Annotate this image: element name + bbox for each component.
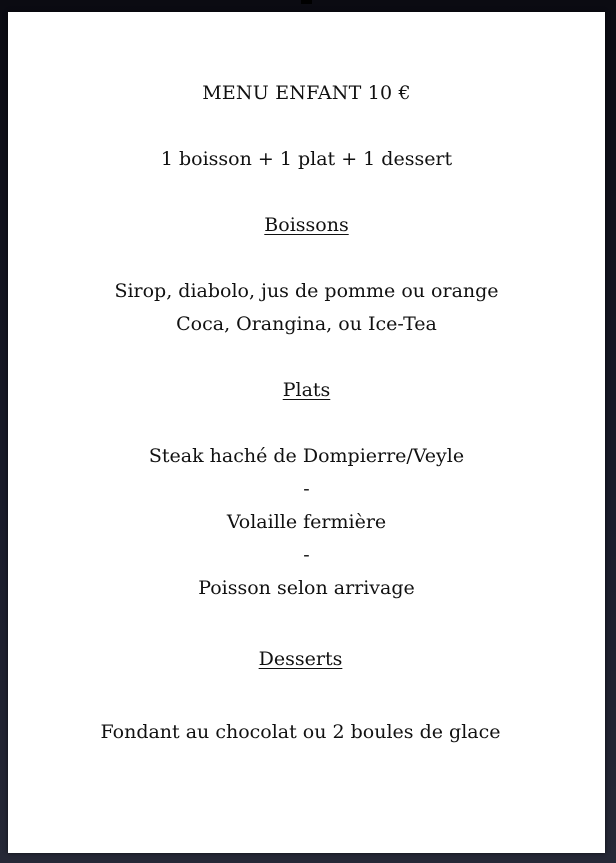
plats-item: Volaille fermière — [226, 511, 387, 533]
section-heading-desserts: Desserts — [258, 648, 343, 670]
menu-page — [8, 12, 605, 853]
section-heading-plats: Plats — [282, 379, 331, 401]
boissons-item: Coca, Orangina, ou Ice-Tea — [176, 313, 437, 335]
plats-separator: - — [303, 478, 310, 500]
top-notch — [301, 0, 312, 4]
section-heading-boissons: Boissons — [264, 214, 349, 236]
menu-title: MENU ENFANT 10 € — [202, 82, 411, 104]
menu-formula: 1 boisson + 1 plat + 1 dessert — [160, 148, 453, 170]
plats-item: Steak haché de Dompierre/Veyle — [148, 445, 465, 467]
plats-separator: - — [303, 544, 310, 566]
boissons-item: Sirop, diabolo, jus de pomme ou orange — [114, 280, 499, 302]
plats-item: Poisson selon arrivage — [198, 577, 415, 599]
desserts-item: Fondant au chocolat ou 2 boules de glace — [100, 721, 501, 743]
